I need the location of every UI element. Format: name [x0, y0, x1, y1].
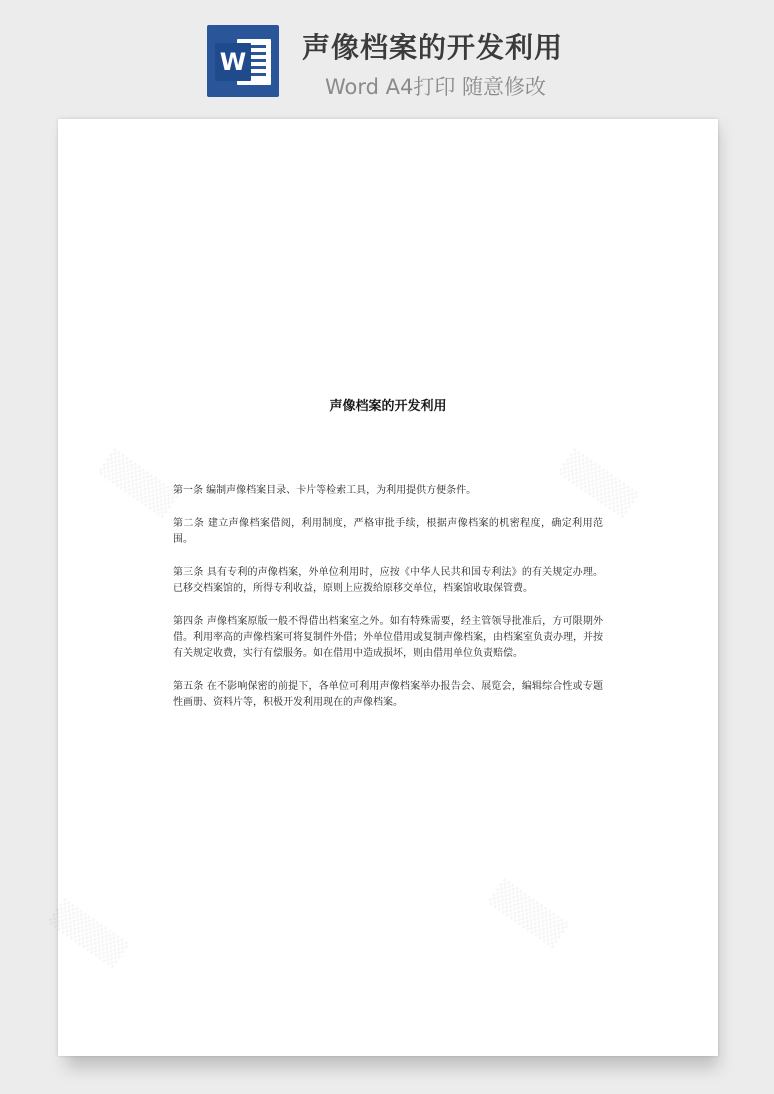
article-2: 第二条 建立声像档案借阅，利用制度，严格审批手续，根据声像档案的机密程度，确定利用范围。	[173, 518, 603, 545]
page-subtitle: Word A4打印 随意修改	[325, 75, 547, 99]
document-title: 声像档案的开发利用	[329, 399, 447, 414]
page-header	[0, 0, 774, 110]
word-document-icon	[207, 25, 279, 97]
watermark	[487, 879, 570, 949]
page-title: 声像档案的开发利用	[302, 31, 564, 64]
article-4: 第四条 声像档案原版一般不得借出档案室之外。如有特殊需要，经主管领导批准后，方可限期外借。利用率高的声像档案可将复制件外借；外单位借用或复制声像档案，由档案室负责办理，并按有关规定收费，实行有偿服务。如在借用中造成损坏，则由借用单位负责赔偿。	[173, 616, 603, 659]
document-page	[58, 119, 718, 1056]
article-1: 第一条 编制声像档案目录、卡片等检索工具，为利用提供方便条件。	[173, 485, 477, 496]
word-letter-badge: W	[215, 43, 251, 81]
document-body	[173, 483, 603, 728]
article-3: 第三条 具有专利的声像档案，外单位利用时，应按《中华人民共和国专利法》的有关规定办理。已移交档案馆的，所得专利收益，原则上应拨给原移交单位，档案馆收取保管费。	[173, 567, 603, 594]
watermark	[97, 449, 180, 519]
watermark	[47, 899, 130, 969]
article-5: 第五条 在不影响保密的前提下，各单位可利用声像档案举办报告会、展览会，编辑综合性或专题性画册、资料片等，积极开发利用现在的声像档案。	[173, 681, 603, 708]
